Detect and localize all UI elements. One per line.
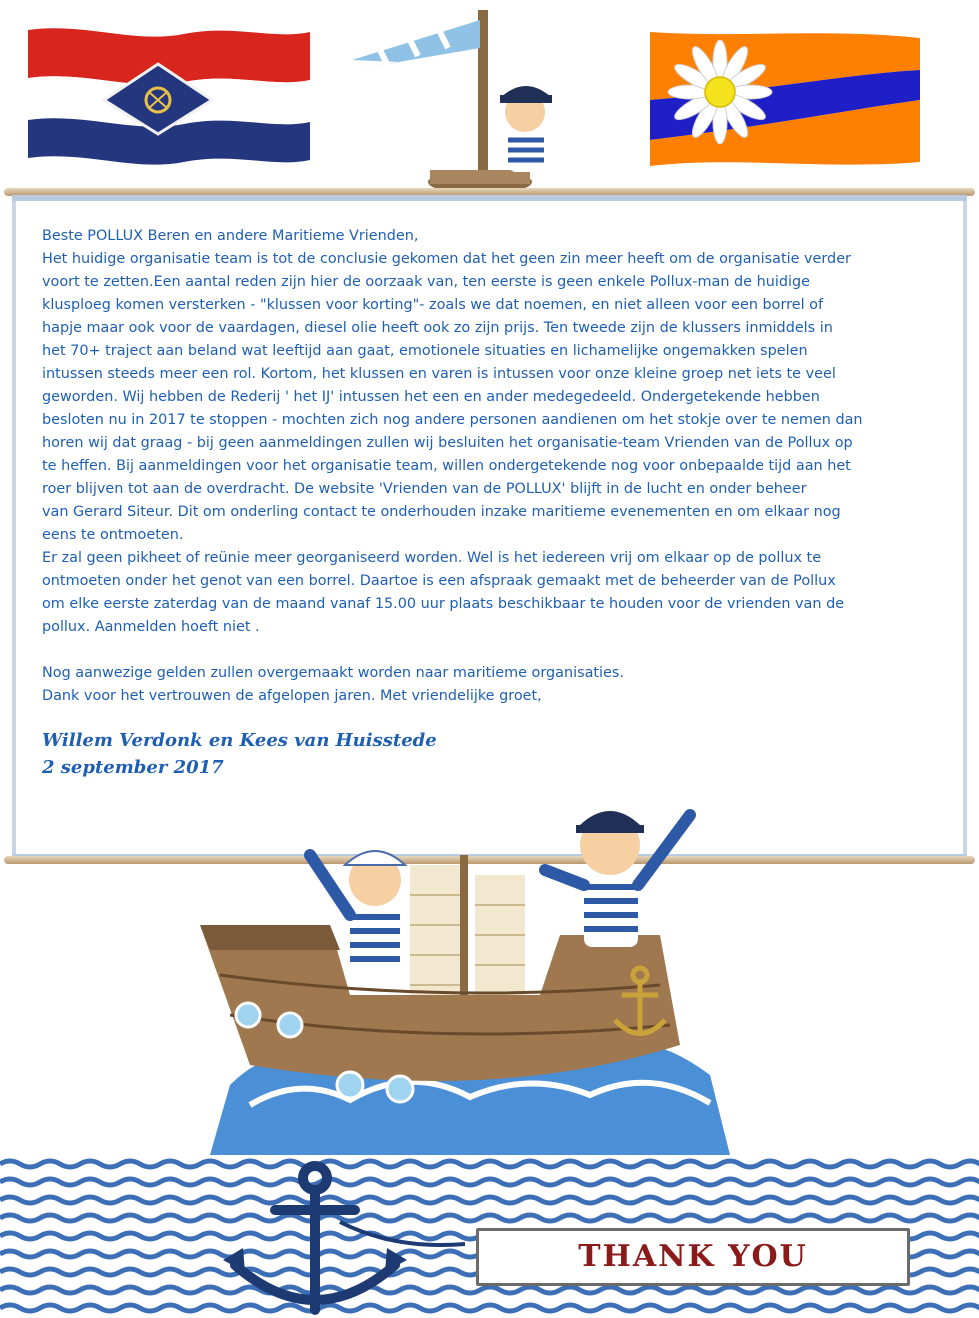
letter-line: Het huidige organisatie team is tot de conclusie gekomen dat het geen zin meer heeft om de organisatie verder xyxy=(42,251,851,267)
dutch-royal-flag-icon xyxy=(24,22,314,167)
letter-line: het 70+ traject aan beland wat leeftijd aan gaat, emotionele situaties en lichamelijke ongemakken spelen xyxy=(42,343,808,359)
letter-line: Er zal geen pikheet of reünie meer georganiseerd worden. Wel is het iedereen vrij om elkaar op de pollux te xyxy=(42,550,822,566)
letter-line: eens te ontmoeten. xyxy=(42,527,184,543)
letter-line: horen wij dat graag - bij geen aanmeldingen zullen wij besluiten het organisatie-team Vrienden van de Pollux op xyxy=(42,435,853,451)
letter-line: van Gerard Siteur. Dit om onderling contact te onderhouden inzake maritieme evenementen en om elkaar nog xyxy=(42,504,841,520)
letter-line: roer blijven tot aan de overdracht. De website 'Vrienden van de POLLUX' blijft in de lucht en onder beheer xyxy=(42,481,807,497)
daisy-pennant-icon xyxy=(648,30,923,170)
anchor-icon xyxy=(205,1160,505,1318)
letter-line: klusploeg komen versterken - "klussen voor korting"- zoals we dat noemen, en niet alleen voor een borrel of xyxy=(42,297,824,313)
letter-line: voort te zetten.Een aantal reden zijn hier de oorzaak van, ten eerste is geen enkele Pollux-man de huidige xyxy=(42,274,810,290)
letter-line: te heffen. Bij aanmeldingen voor het organisatie team, willen ondergetekende nog voor onbepaalde tijd aan het xyxy=(42,458,851,474)
letter-line: om elke eerste zaterdag van de maand vanaf 15.00 uur plaats beschikbaar te houden voor de vrienden van de xyxy=(42,596,845,612)
letter-line: geworden. Wij hebben de Rederij ' het IJ' intussen het een en ander medegedeeld. Ondergetekende hebben xyxy=(42,389,820,405)
thank-you-text: THANK YOU xyxy=(578,1239,808,1274)
letter-line: besloten nu in 2017 te stoppen - mochten zich nog andere personen aandienen om het stokje over te nemen dan xyxy=(42,412,863,428)
mast-sailor-illustration xyxy=(340,0,570,200)
letter-line: ontmoeten onder het genot van een borrel. Daartoe is een afspraak gemaakt met de beheerder van de Pollux xyxy=(42,573,836,589)
letter-greeting: Beste POLLUX Beren en andere Maritieme Vrienden, xyxy=(42,228,419,244)
letter-line: Dank voor het vertrouwen de afgelopen jaren. Met vriendelijke groet, xyxy=(42,688,542,704)
letter-line xyxy=(42,639,922,662)
letter-line: hapje maar ook voor de vaardagen, diesel olie heeft ook zo zijn prijs. Ten tweede zijn de klussers inmiddels in xyxy=(42,320,833,336)
signature: Willem Verdonk en Kees van Huisstede xyxy=(42,730,437,751)
letter-line: pollux. Aanmelden hoeft niet . xyxy=(42,619,260,635)
letter-body xyxy=(42,225,922,708)
letter-line: intussen steeds meer een rol. Kortom, het klussen en varen is intussen voor onze kleine groep net iets te veel xyxy=(42,366,836,382)
letter-date: 2 september 2017 xyxy=(42,757,224,778)
letter-line: Nog aanwezige gelden zullen overgemaakt worden naar maritieme organisaties. xyxy=(42,665,624,681)
ship-sailors-illustration xyxy=(190,785,750,1165)
